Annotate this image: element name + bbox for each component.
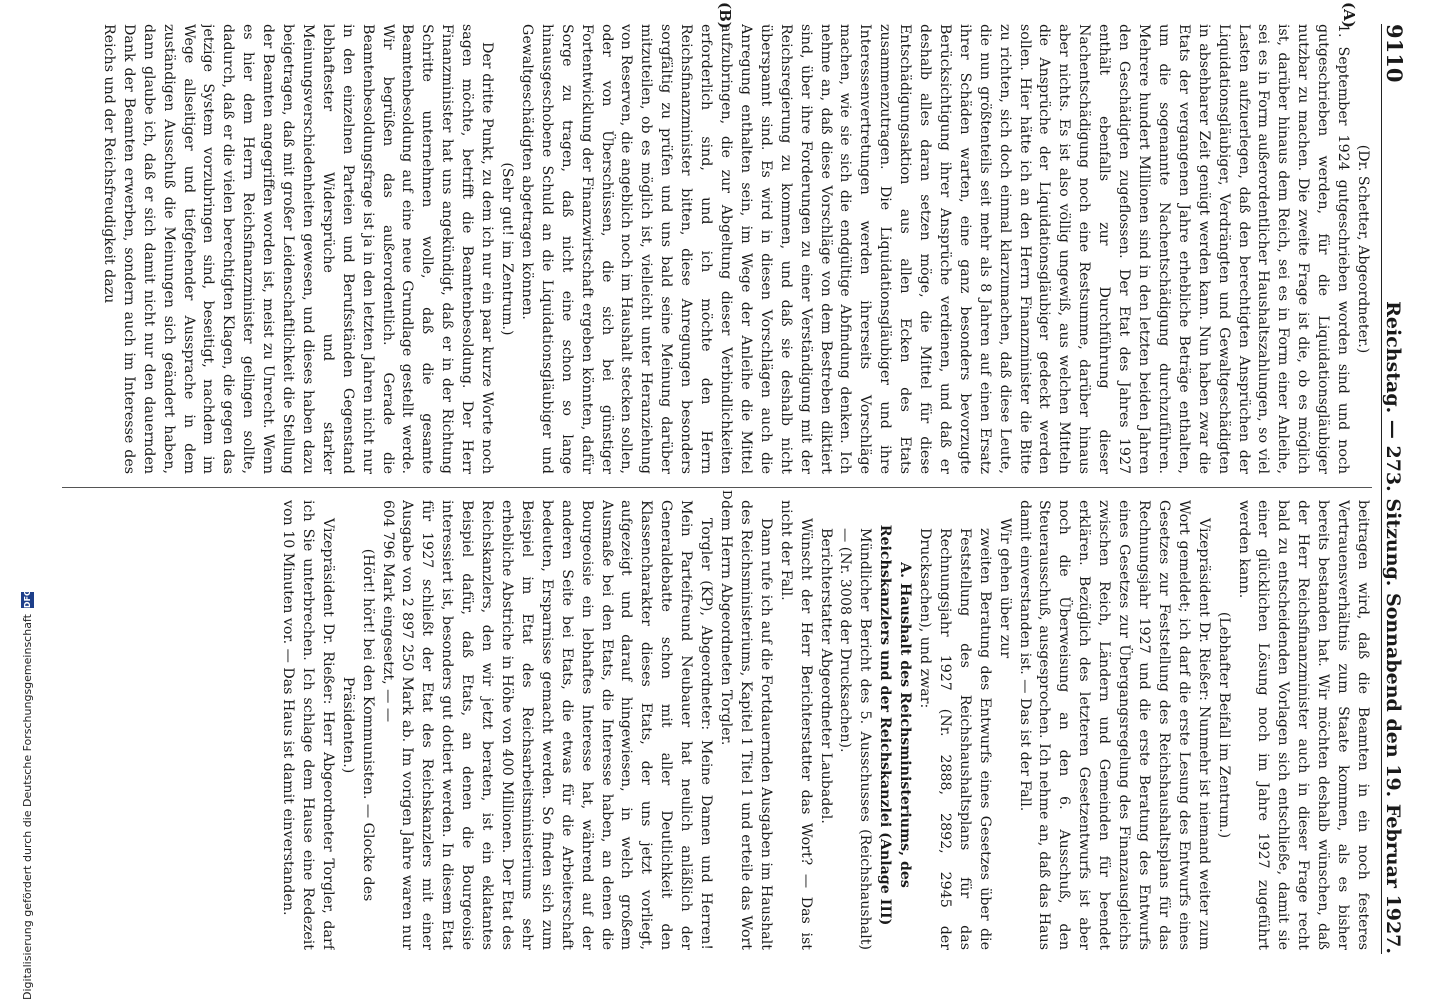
page-header (1381, 24, 1416, 954)
column-divider (62, 487, 1372, 488)
interjection: (Sehr gut! im Zentrum.) (499, 162, 516, 336)
paragraph: 1. September 1924 gutgeschrieben worden sind und noch gutgeschrieben werden, für die Liquidationsgläubiger nutzbar zu machen. Die zweite Frage ist die, ob es möglich ist, darüber hinaus dem Reich, sei es in Form einer Anleihe, sei es in Form außerordentlicher Haushaltszahlungen, so viel Lasten aufzuerlegen, daß den berechtigten Ansprüchen der Liquidationsgläubiger, Verdrängten und Gewaltgeschädigten in absehbarer Zeit genügt werden kann. Nun haben zwar die Etats der vergangenen Jahre erhebliche Beträge enthalten, um die sogenannte Nachentschädigung durchzuführen. Mehrere hundert Millionen sind in den letzten beiden Jahren den Geschädigten zugeflossen. Der Etat des Jahres 1927 enthält ebenfalls zur Durchführung dieser Nachentschädigung noch eine Restsumme, darüber hinaus aber nichts. Es ist also völlig ungewiß, aus welchen Mitteln die Ansprüche der Liquidationsgläubiger gedeckt werden sollen. Hier hätte ich an den Herrn Finanzminister die Bitte zu richten, sich doch einmal klarzumachen, daß diese Leute, die nun größtenteils seit mehr als 8 Jahren auf einen Ersatz ihrer Schäden warten, eine ganz besonders bevorzugte Berücksichtigung ihrer Ansprüche verdienen, und daß er deshalb alles daran setzen möge, die Mittel für diese Entschädigungsaktion aus allen Ecken des Etats zusammenzutragen. Die Liquidationsgläubiger und ihre Interessenvertretungen werden ihrerseits Vorschläge machen, wie sie sich die endgültige Abfindung denken. Ich nehme an, daß diese Vorschläge von dem Bestreben diktiert sind, über ihre Forderungen zu einer Verständigung mit der Reichsregierung zu kommen, und daß sie deshalb nicht überspannt sind. Es wird in diesen Vorschlägen auch die Anregung enthalten sein, im Wege der Anleihe die Mittel aufzubringen, die zur Abgeltung dieser Verbindlichkeiten erforderlich sind, und ich möchte den Herrn Reichsfinanzminister bitten, diese Anregungen besonders sorgfältig zu prüfen und uns bald seine Meinung darüber mitzuteilen, ob es möglich ist, vielleicht unter Heranziehung von Reserven, die angeblich noch im Haushalt stecken sollen, oder von Überschüssen, die sich bei günstiger Fortentwicklung der Finanzwirtschaft ergeben könnten, dafür Sorge zu tragen, daß nicht eine schon so lange hinausgeschobene Schuld an die Liquidationsgläubiger und Gewaltgeschädigten abgetragen können. (518, 24, 1352, 474)
paragraph: Der dritte Punkt, zu dem ich nur ein paar kurze Worte noch sagen möchte, betrifft die Beamtenbesoldung. Der Herr Finanzminister hat uns angekündigt, daß er in der Richtung Schritte unternehmen wolle, daß die gesamte Beamtenbesoldung auf eine neue Grundlage gestellt werde. Wir begrüßen das außerordentlich. Gerade die Beamtenbesoldungsfrage ist ja in den letzten Jahren nicht nur in den einzelnen Parteien und Berufsständen Gegenstand lebhaftester Widersprüche und starker Meinungsverschiedenheiten gewesen, und dieses haben dazu beigetragen, daß mit großer Leidenschaftlichkeit die Stellung der Beamten angegriffen worden ist, meist zu Unrecht. Wenn es hier dem Herrn Reichsfinanzminister gelingen sollte, dadurch, daß er die vielen berechtigten Klagen, die gegen das jetzige System vorzubringen sind, beseitigt, nachdem im Wege allseitiger und tiefgehender Aussprache in dem zuständigen Ausschuß die Meinungen sich geändert haben, dann glaube ich, daß er sich damit nicht nur den dauernden Dank der Beamten erwerben, sondern auch im Interesse des Reichs und der Reichsfreudigkeit dazu (100, 24, 496, 474)
margin-marker-b: (B) (716, 2, 734, 29)
page-number: 9110 (1382, 24, 1407, 83)
rapporteur-line: Berichterstatter Abgeordneter Laubadel. (817, 528, 834, 824)
speaker-line: (Dr. Schetter, Abgeordneter.) (1355, 144, 1371, 354)
right-column (52, 500, 1372, 950)
agenda-item: zweiten Beratung des Entwurfs eines Gesetzes über die Feststellung des Reichshaushaltsplans für das Rechnungsjahr 1927 (Nr. 2888, 2892, 2945 der Drucksachen), und zwar: (917, 528, 993, 950)
digitization-note-text: Digitalisierung gefördert durch die Deutsche Forschungsgemeinschaft (20, 614, 34, 1000)
document-page (34, 0, 1434, 980)
margin-marker-d: D (720, 490, 734, 500)
report-line: Mündlicher Bericht des 5. Ausschusses (Reichshaushalt) — (Nr. 3008 der Drucksachen). (837, 528, 874, 950)
paragraph: Torgler (KP), Abgeordneter: Meine Damen und Herren! Mein Parteifreund Neubauer hat neulich anläßlich der Generaldebatte schon mit aller Deutlichkeit den Klassencharakter dieses Etats, der uns jetzt vorliegt, aufgezeigt und darauf hingewiesen, in welch großem Ausmaße bei den Etats, die Interesse haben, an denen die Bourgeoisie ein lebhaftes Interesse hat, während auf der anderen Seite bei Etats, die etwas für die Arbeiterschaft bedeuten, Ersparnisse gemacht werden. So finden sich zum Beispiel im Etat des Reichsarbeitsministeriums sehr erhebliche Abstriche in Höhe von 400 Millionen. Der Etat des Reichskanzlers, den wir jetzt beraten, ist ein eklatantes Beispiel dafür, daß Etats, an denen die Bourgeoisie interessiert ist, besonders gut dotiert werden. In diesem Etat für 1927 schließt der Etat des Reichskanzlers mit einer Ausgabe von 2 897 250 Mark ab. Im vorigen Jahre waren nur 604 796 Mark eingesetzt, — — (379, 500, 715, 950)
paragraph: Wir gehen über zur (996, 518, 1013, 659)
paragraph: Vizepräsident Dr. Rießer: Herr Abgeordneter Torgler, darf ich Sie unterbrechen. Ich schlage dem Hause eine Redezeit von 10 Minuten vor. — Das Haus ist damit einverstanden. (280, 500, 336, 950)
digitization-note (16, 0, 38, 1000)
paragraph: Dann rufe ich auf die Fortdauernden Ausgaben im Haushalt des Reichsministeriums, Kapitel 1 Titel 1 und erteile das Wort dem Herrn Abgeordneten Torgler. (718, 500, 774, 950)
interjection: (Lebhafter Beifall im Zentrum.) (1215, 611, 1232, 839)
page-title: Reichstag. — 273. Sitzung. Sonnabend den 19. Februar 1927. (1382, 301, 1404, 954)
interjection: (Hört! hört! bei den Kommunisten. — Glocke des Präsidenten.) (339, 548, 376, 902)
paragraph: Vizepräsident Dr. Rießer: Nunmehr ist niemand weiter zum Wort gemeldet; ich darf die erste Lesung des Entwurfs eines Gesetzes zur Feststellung des Reichshaushaltsplans für das Rechnungsjahr 1927 und die erste Beratung des Entwurfs eines Gesetzes zur Übergangsregelung des Finanzausgleichs zwischen Reich, Ländern und Gemeinden für beendet erklären. Bezüglich des letzteren Gesetzentwurfs ist aber noch die Überweisung an den 6. Ausschuß, den Steuerausschuß, ausgesprochen. Ich nehme an, daß das Haus damit einverstanden ist. — Das ist der Fall. (1016, 500, 1212, 950)
dfg-logo: DFG (22, 589, 32, 609)
paragraph: beitragen wird, daß die Beamten in ein noch festeres Vertrauensverhältnis zum Staate kommen, als es bisher bereits bestanden hat. Wir möchten deshalb wünschen, daß der Herr Reichsfinanzminister auch in dieser Frage recht bald zu entscheidenden Vorlagen sich entschließe, damit sie einer glücklichen Lösung noch im Jahre 1927 zugeführt werden kann. (1235, 500, 1371, 950)
rotated-page (34, 0, 1434, 980)
left-column (52, 24, 1372, 474)
paragraph: Wünscht der Herr Berichterstatter das Wort? — Das ist nicht der Fall. (777, 500, 814, 950)
section-heading: A. Haushalt des Reichsministeriums, des Reichskanzlers und der Reichskanzlei (Anlage III) (877, 524, 914, 926)
margin-marker-a: (A) (1340, 2, 1358, 28)
